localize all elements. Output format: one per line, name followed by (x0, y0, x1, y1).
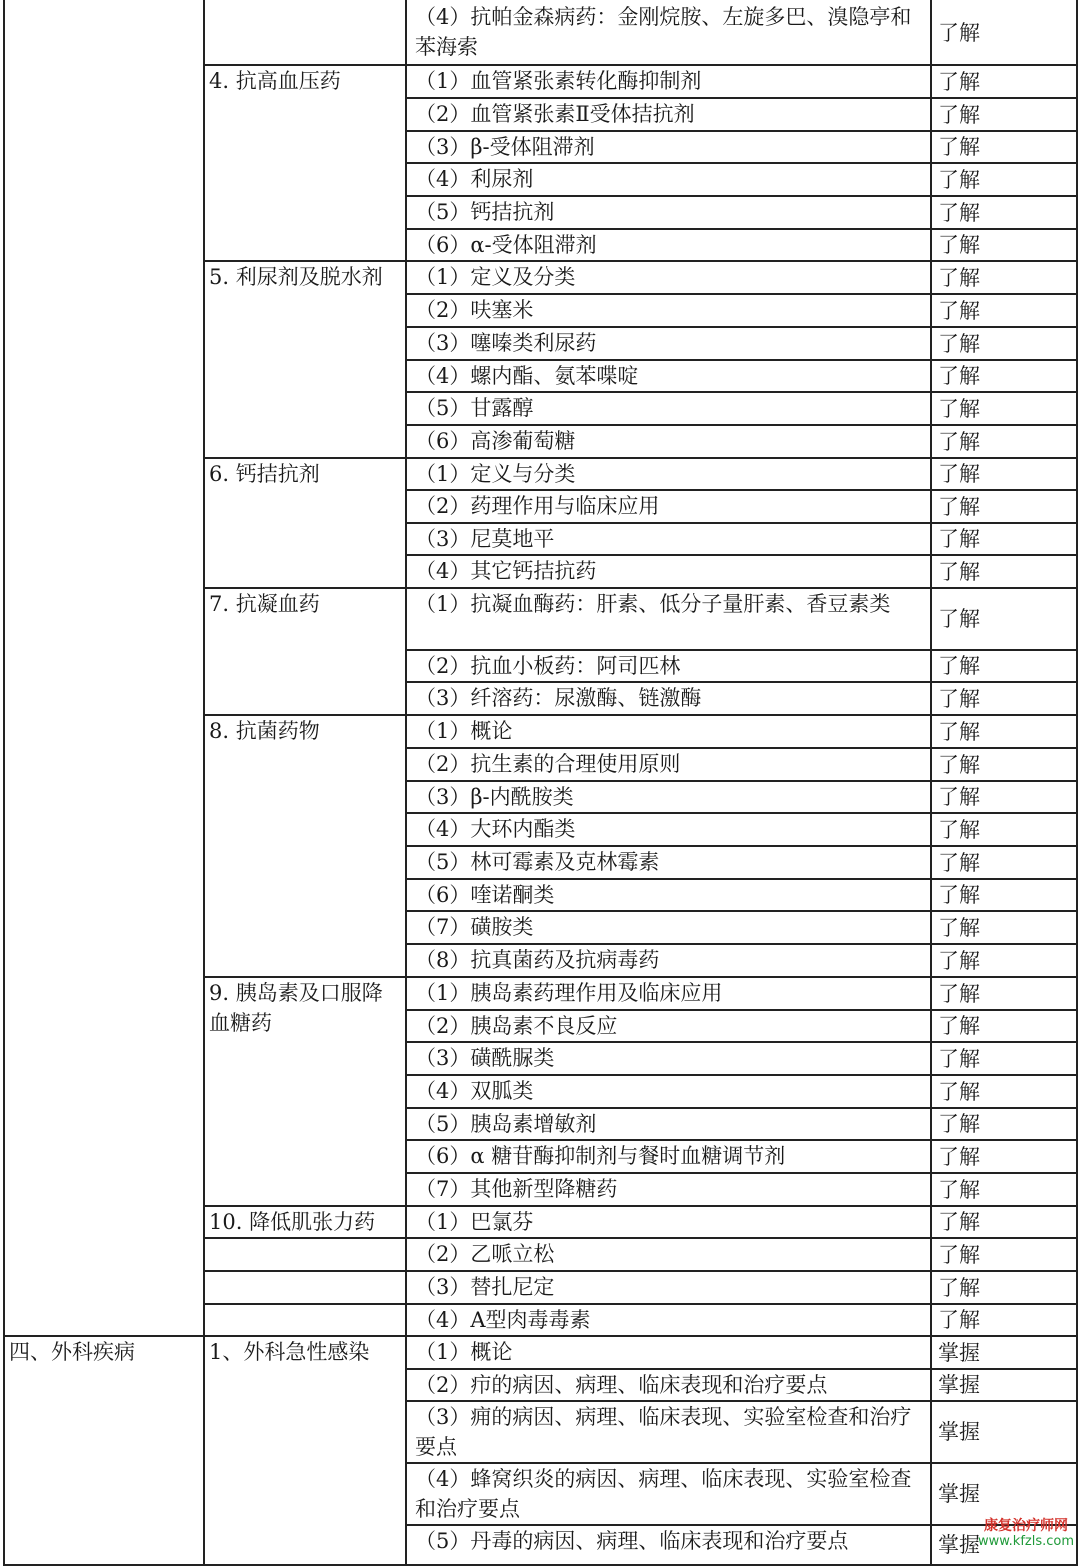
level-cell: 了解 (931, 229, 1077, 261)
topic-cell: （3）噻嗪类利尿药 (406, 327, 931, 360)
table-row (4, 1336, 1077, 1369)
topic-cell: （1）概论 (406, 715, 931, 748)
level-cell: 了解 (931, 846, 1077, 879)
topic-cell: （2）血管紧张素Ⅱ受体拮抗剂 (406, 98, 931, 131)
level-cell: 掌握 (931, 1525, 1077, 1565)
level-cell: 掌握 (931, 1401, 1077, 1463)
level-cell: 了解 (931, 555, 1077, 588)
topic-cell: （4）双胍类 (406, 1075, 931, 1108)
section-cell: 1、外科急性感染 (204, 1336, 406, 1565)
topic-cell: （4）螺内酯、氨苯喋啶 (406, 360, 931, 392)
level-cell: 了解 (931, 781, 1077, 813)
section-cell: 8. 抗菌药物 (204, 715, 406, 977)
level-cell: 了解 (931, 196, 1077, 229)
section-cell: 5. 利尿剂及脱水剂 (204, 261, 406, 458)
level-cell: 了解 (931, 1, 1077, 65)
level-cell: 了解 (931, 1108, 1077, 1140)
watermark-name: 康复治疗师网 (983, 1518, 1068, 1534)
section-cell (204, 1238, 406, 1271)
level-cell: 了解 (931, 879, 1077, 911)
level-cell: 了解 (931, 327, 1077, 360)
table-row (4, 1, 1077, 65)
topic-cell: （4）利尿剂 (406, 163, 931, 196)
level-cell: 了解 (931, 1010, 1077, 1042)
topic-cell: （4）A型肉毒毒素 (406, 1304, 931, 1336)
topic-cell: （6）α 糖苷酶抑制剂与餐时血糖调节剂 (406, 1140, 931, 1173)
topic-cell: （2）抗生素的合理使用原则 (406, 748, 931, 781)
topic-cell: （1）胰岛素药理作用及临床应用 (406, 977, 931, 1010)
level-cell: 掌握 (931, 1336, 1077, 1369)
watermark-url: www.kfzls.com (977, 1534, 1074, 1549)
level-cell: 了解 (931, 1173, 1077, 1206)
topic-cell: （2）药理作用与临床应用 (406, 490, 931, 523)
level-cell: 了解 (931, 1304, 1077, 1336)
level-cell: 了解 (931, 1042, 1077, 1075)
topic-cell: （1）抗凝血酶药：肝素、低分子量肝素、香豆素类 (406, 588, 931, 650)
level-cell: 掌握 (931, 1369, 1077, 1401)
level-cell: 了解 (931, 131, 1077, 163)
level-cell: 了解 (931, 163, 1077, 196)
section-cell: 7. 抗凝血药 (204, 588, 406, 715)
topic-cell: （3）尼莫地平 (406, 523, 931, 555)
topic-cell: （6）高渗葡萄糖 (406, 425, 931, 458)
topic-cell: （3）β-内酰胺类 (406, 781, 931, 813)
level-cell: 了解 (931, 715, 1077, 748)
topic-cell: （4）蜂窝织炎的病因、病理、临床表现、实验室检查和治疗要点 (406, 1463, 931, 1525)
section-cell: 4. 抗高血压药 (204, 65, 406, 261)
level-cell: 了解 (931, 944, 1077, 977)
site-watermark (978, 1518, 1074, 1550)
topic-cell: （4）其它钙拮抗药 (406, 555, 931, 588)
topic-cell: （3）磺酰脲类 (406, 1042, 931, 1075)
section-cell: 6. 钙拮抗剂 (204, 458, 406, 588)
topic-cell: （5）林可霉素及克林霉素 (406, 846, 931, 879)
topic-cell: （1）定义及分类 (406, 261, 931, 294)
level-cell: 了解 (931, 65, 1077, 98)
level-cell: 了解 (931, 1140, 1077, 1173)
level-cell: 了解 (931, 1271, 1077, 1304)
topic-cell: （2）呋塞米 (406, 294, 931, 327)
topic-cell: （1）概论 (406, 1336, 931, 1369)
topic-cell: （1）定义与分类 (406, 458, 931, 490)
category-cell (4, 1, 204, 1336)
section-cell: 9. 胰岛素及口服降血糖药 (204, 977, 406, 1206)
topic-cell: （2）抗血小板药：阿司匹林 (406, 650, 931, 682)
syllabus-table (3, 0, 1078, 1566)
topic-cell: （6）α-受体阻滞剂 (406, 229, 931, 261)
topic-cell: （7）磺胺类 (406, 911, 931, 944)
topic-cell: （7）其他新型降糖药 (406, 1173, 931, 1206)
topic-cell: （5）胰岛素增敏剂 (406, 1108, 931, 1140)
level-cell: 了解 (931, 360, 1077, 392)
level-cell: 了解 (931, 1206, 1077, 1238)
level-cell: 了解 (931, 1075, 1077, 1108)
syllabus-body (4, 1, 1077, 1565)
topic-cell: （5）丹毒的病因、病理、临床表现和治疗要点 (406, 1525, 931, 1565)
level-cell: 了解 (931, 682, 1077, 715)
section-cell (204, 1271, 406, 1304)
topic-cell: （1）血管紧张素转化酶抑制剂 (406, 65, 931, 98)
topic-cell: （2）疖的病因、病理、临床表现和治疗要点 (406, 1369, 931, 1401)
topic-cell: （4）抗帕金森病药：金刚烷胺、左旋多巴、溴隐亭和苯海索 (406, 1, 931, 65)
topic-cell: （3）痈的病因、病理、临床表现、实验室检查和治疗要点 (406, 1401, 931, 1463)
topic-cell: （4）大环内酯类 (406, 813, 931, 846)
level-cell: 了解 (931, 588, 1077, 650)
level-cell: 了解 (931, 748, 1077, 781)
section-cell: 10. 降低肌张力药 (204, 1206, 406, 1238)
level-cell: 了解 (931, 977, 1077, 1010)
topic-cell: （3）替扎尼定 (406, 1271, 931, 1304)
topic-cell: （2）乙哌立松 (406, 1238, 931, 1271)
topic-cell: （1）巴氯芬 (406, 1206, 931, 1238)
topic-cell: （3）纤溶药：尿激酶、链激酶 (406, 682, 931, 715)
topic-cell: （2）胰岛素不良反应 (406, 1010, 931, 1042)
topic-cell: （6）喹诺酮类 (406, 879, 931, 911)
level-cell: 了解 (931, 425, 1077, 458)
level-cell: 了解 (931, 911, 1077, 944)
level-cell: 掌握 (931, 1463, 1077, 1525)
level-cell: 了解 (931, 650, 1077, 682)
level-cell: 了解 (931, 98, 1077, 131)
level-cell: 了解 (931, 458, 1077, 490)
level-cell: 了解 (931, 523, 1077, 555)
topic-cell: （5）钙拮抗剂 (406, 196, 931, 229)
level-cell: 了解 (931, 813, 1077, 846)
section-cell (204, 1, 406, 65)
level-cell: 了解 (931, 490, 1077, 523)
level-cell: 了解 (931, 261, 1077, 294)
topic-cell: （3）β-受体阻滞剂 (406, 131, 931, 163)
level-cell: 了解 (931, 1238, 1077, 1271)
level-cell: 了解 (931, 392, 1077, 425)
section-cell (204, 1304, 406, 1336)
topic-cell: （5）甘露醇 (406, 392, 931, 425)
level-cell: 了解 (931, 294, 1077, 327)
topic-cell: （8）抗真菌药及抗病毒药 (406, 944, 931, 977)
category-cell: 四、外科疾病 (4, 1336, 204, 1565)
